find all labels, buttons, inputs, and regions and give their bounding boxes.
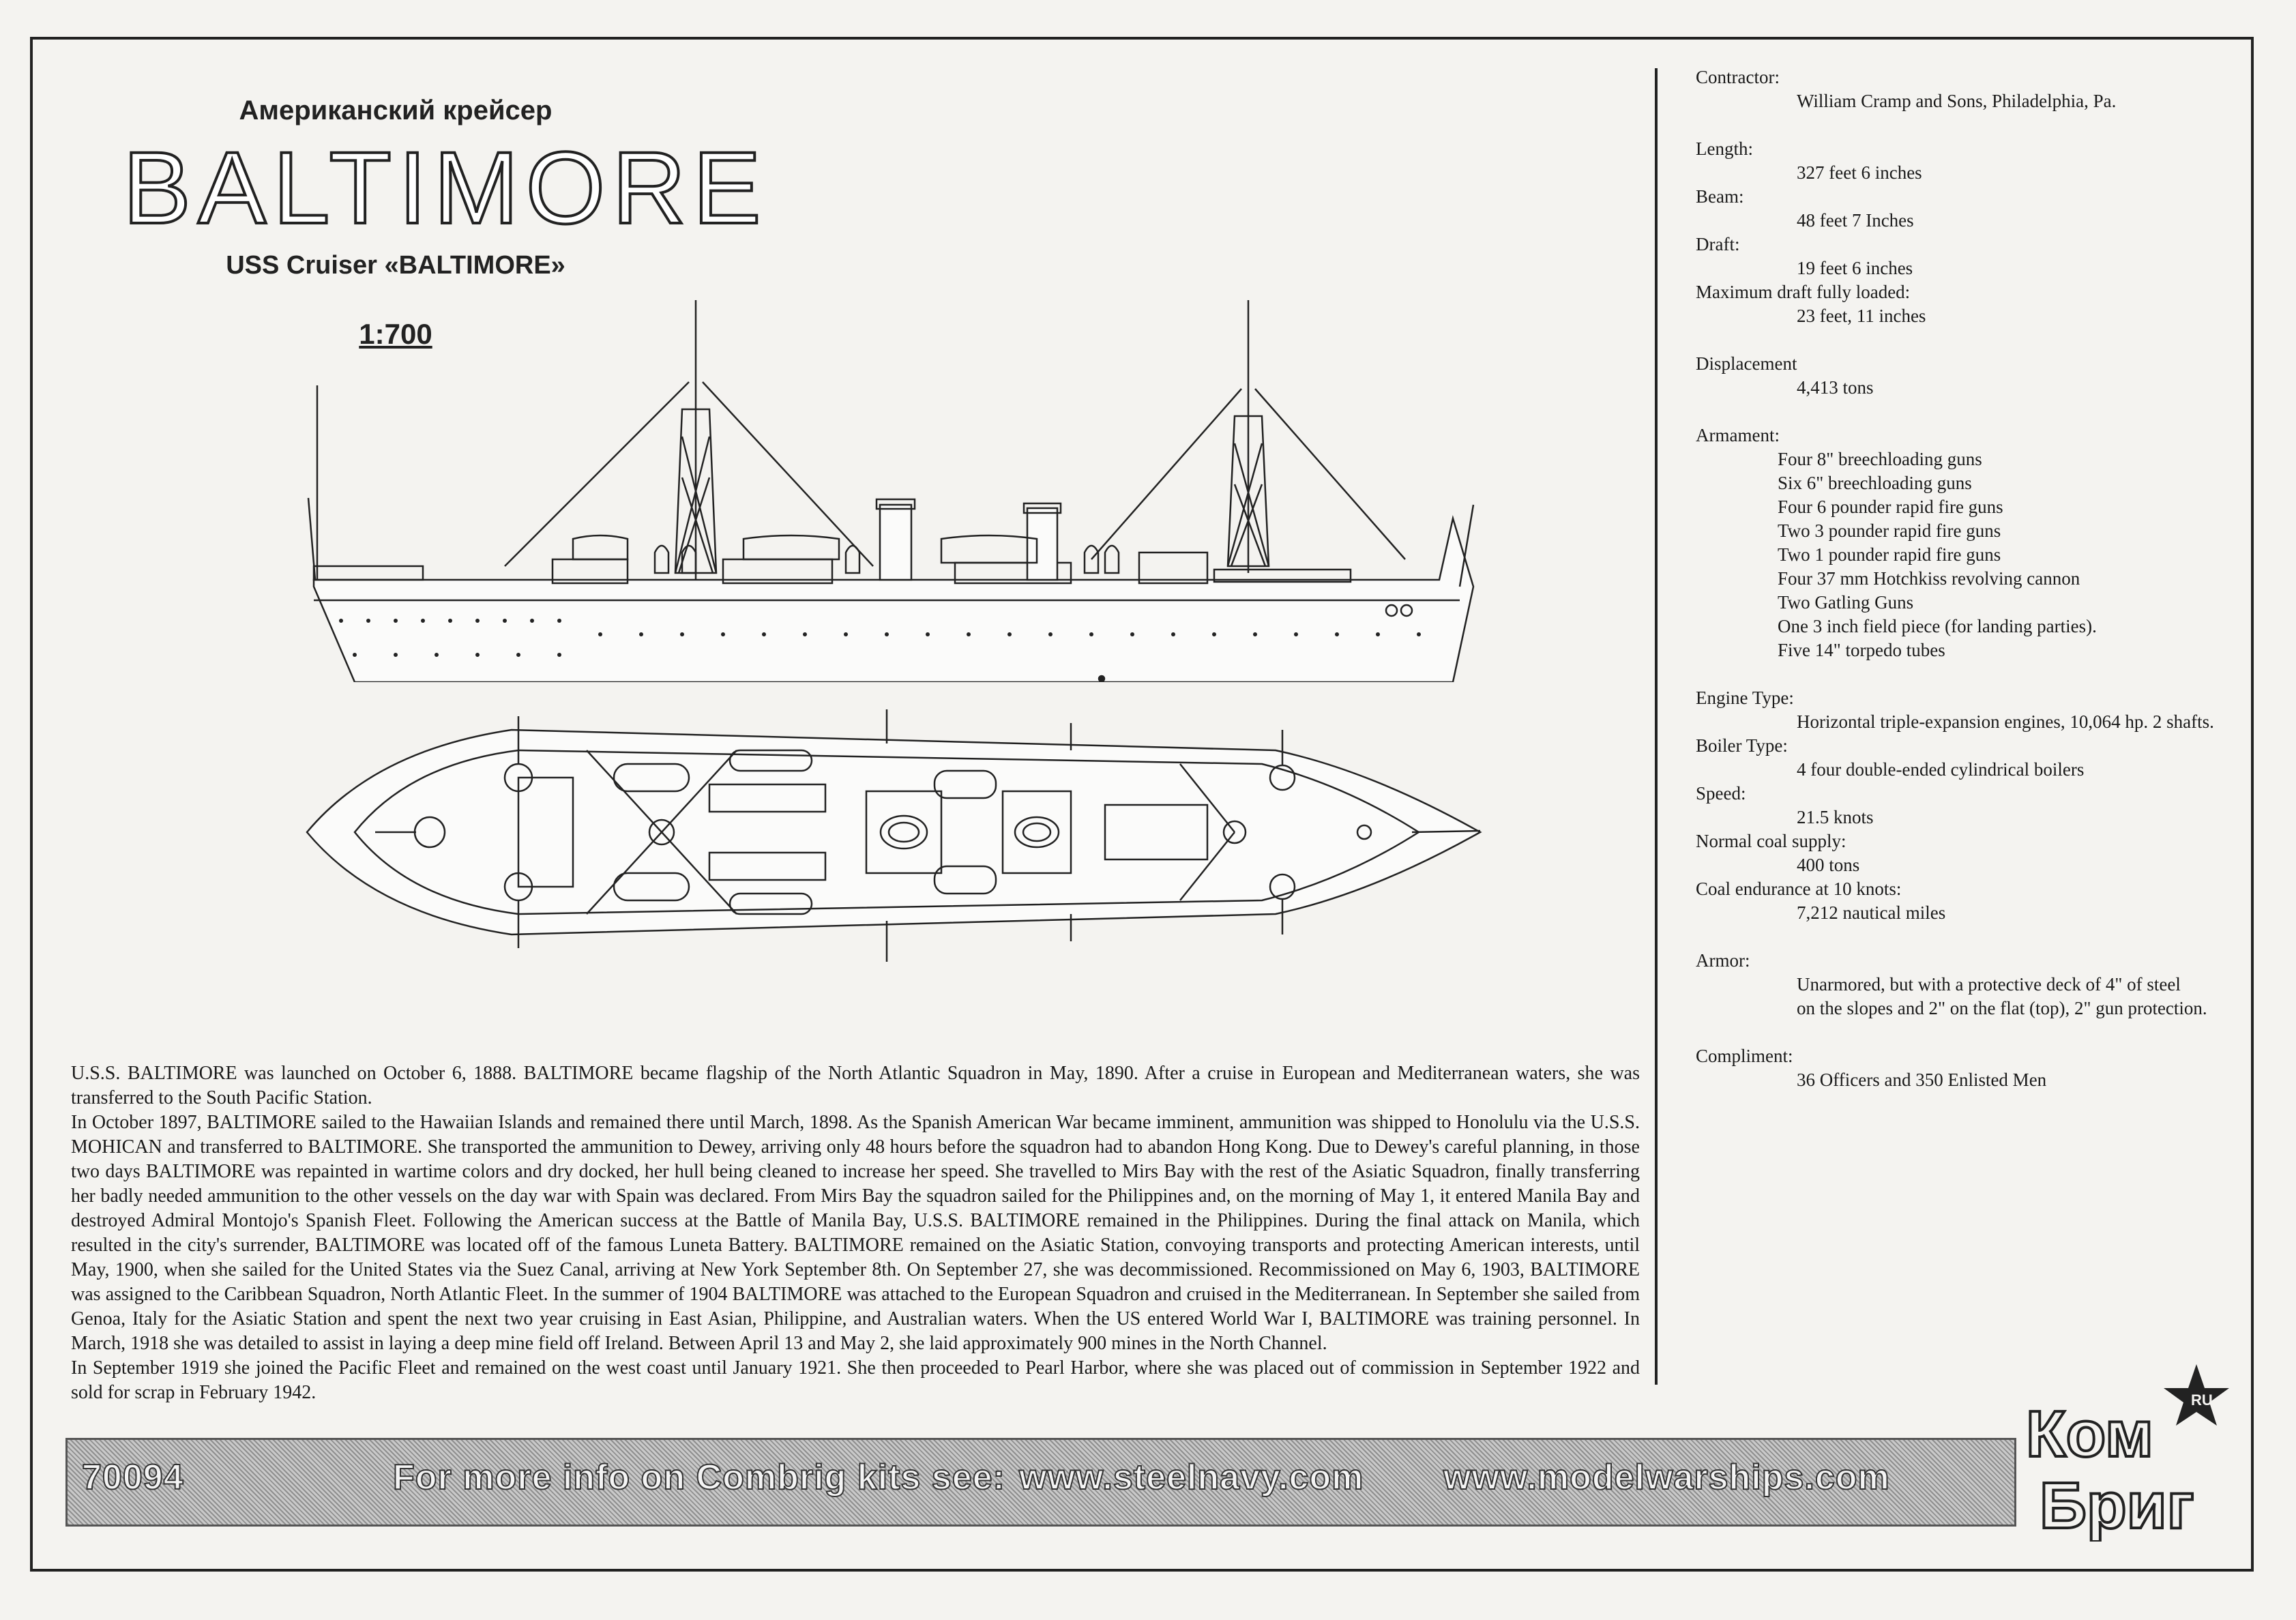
armament-item: Two 3 pounder rapid fire guns (1778, 520, 2001, 541)
contractor-value: William Cramp and Sons, Philadelphia, Pa. (1797, 91, 2117, 111)
armament-item: Six 6" breechloading guns (1778, 473, 1972, 493)
contractor-label: Contractor: (1696, 67, 1780, 87)
speed-value: 21.5 knots (1797, 807, 1874, 827)
ship-profile-drawing (300, 300, 1501, 682)
coal-supply-label: Normal coal supply: (1696, 831, 1846, 851)
ship-plan-drawing (293, 709, 1494, 962)
specifications-panel (1696, 65, 2255, 1092)
kit-number: 70094 (82, 1458, 184, 1497)
scale-label: 1:700 (359, 318, 432, 350)
coal-endurance-value: 7,212 nautical miles (1797, 902, 1946, 923)
column-divider (1655, 68, 1658, 1385)
boiler-label: Boiler Type: (1696, 735, 1788, 756)
english-subtitle: USS Cruiser «BALTIMORE» (226, 251, 565, 280)
armament-item: Two 1 pounder rapid fire guns (1778, 544, 2001, 565)
armament-item: One 3 inch field piece (for landing parties). (1778, 616, 2097, 636)
history-paragraph: U.S.S. BALTIMORE was launched on October 6, 1888. BALTIMORE became flagship of the North Atlantic Squadron in May, 1890. After a cruise in European and Mediterranean waters, she was transferred to the South Pacific Station. (71, 1063, 1640, 1108)
engine-value: Horizontal triple-expansion engines, 10,064 hp. 2 shafts. (1797, 711, 2214, 732)
modelwarships-link[interactable]: www.modelwarships.com (1443, 1458, 1890, 1497)
armor-label: Armor: (1696, 950, 1750, 971)
length-value: 327 feet 6 inches (1797, 162, 1922, 183)
coal-supply-value: 400 tons (1797, 855, 1860, 875)
speed-label: Speed: (1696, 783, 1746, 804)
armament-item: Four 37 mm Hotchkiss revolving cannon (1778, 568, 2080, 589)
armament-item: Five 14" torpedo tubes (1778, 640, 1945, 660)
coal-endurance-label: Coal endurance at 10 knots: (1696, 879, 1902, 899)
engine-label: Engine Type: (1696, 688, 1794, 708)
armor-value-line-1: Unarmored, but with a protective deck of 4" of steel (1797, 974, 2181, 995)
armament-item: Four 8" breechloading guns (1778, 449, 1982, 469)
ship-name-title: BALTIMORE (123, 130, 768, 245)
history-paragraph: In October 1897, BALTIMORE sailed to the Hawaiian Islands and remained there until March, 1898. As the Spanish American War became imminent, ammunition was shipped to Honolulu via the U.S.S. MOHICAN and transferred to BALTIMORE. She transported the ammunition to Dewey, arriving only 48 hours before the squadron had to abandon Hong Kong. Due to Dewey's careful planning, in those two days BALTIMORE was repainted in wartime colors and dry docked, her hull being cleaned to increase her speed. She travelled to Mirs Bay with the rest of the Asiatic Squadron, finally transferring her badly needed ammunition to the other vessels on the day war with Spain was declared. From Mirs Bay the squadron sailed for the Philippines and, on the morning of May 1, it entered Manila Bay and destroyed Admiral Montojo's Spanish Fleet. Following the American success at the Battle of Manila Bay, U.S.S. BALTIMORE remained in the Philippines. During the final attack on Manila, which resulted in the city's surrender, BALTIMORE was located off of the famous Luneta Battery. BALTIMORE remained on the Asiatic Station, convoying transports and protecting American interests, until May, 1900, when she sailed for the United States via the Suez Canal, arriving at New York September 8th. On September 27, she was decommissioned. Recommissioned on May 6, 1903, BALTIMORE was assigned to the Caribbean Squadron, North Atlantic Fleet. In the summer of 1904 BALTIMORE was attached to the European Squadron and cruised in the Mediterranean. In September she sailed from Genoa, Italy for the Asiatic Station and spent the next two year cruising in East Asian, Philippine, and Australian waters. When the US entered World War I, BALTIMORE was training personnel. In March, 1918 she was detailed to assist in laying a deep mine field off Ireland. Between April 13 and May 2, she laid approximately 900 mines in the North Channel. (71, 1112, 1640, 1354)
compliment-value: 36 Officers and 350 Enlisted Men (1797, 1070, 2047, 1090)
beam-value: 48 feet 7 Inches (1797, 210, 1914, 231)
max-draft-label: Maximum draft fully loaded: (1696, 282, 1911, 302)
history-text (71, 1061, 1640, 1405)
boiler-value: 4 four double-ended cylindrical boilers (1797, 759, 2085, 780)
draft-label: Draft: (1696, 234, 1740, 254)
beam-label: Beam: (1696, 186, 1744, 207)
displacement-value: 4,413 tons (1797, 377, 1874, 398)
draft-value: 19 feet 6 inches (1797, 258, 1913, 278)
max-draft-value: 23 feet, 11 inches (1797, 306, 1926, 326)
svg-text:Ком: Ком (2026, 1398, 2153, 1471)
svg-text:RU: RU (2191, 1391, 2213, 1409)
russian-title: Американский крейсер (239, 95, 553, 126)
footer-info-text: For more info on Combrig kits see: (393, 1458, 1005, 1497)
svg-text:Бриг: Бриг (2040, 1469, 2194, 1542)
length-label: Length: (1696, 138, 1753, 159)
armor-value-line-2: on the slopes and 2" on the flat (top), 2" gun protection. (1797, 998, 2207, 1018)
combrig-logo (2012, 1357, 2231, 1542)
steelnavy-link[interactable]: www.steelnavy.com (1019, 1458, 1364, 1497)
compliment-label: Compliment: (1696, 1046, 1793, 1066)
armament-item: Four 6 pounder rapid fire guns (1778, 497, 2003, 517)
history-paragraph: In September 1919 she joined the Pacific Fleet and remained on the west coast until January 1921. She then proceeded to Pearl Harbor, where she was placed out of commission in September 1922 and sold for scrap in February 1942. (71, 1357, 1640, 1403)
armament-label: Armament: (1696, 425, 1780, 445)
displacement-label: Displacement (1696, 353, 1797, 374)
armament-item: Two Gatling Guns (1778, 592, 1914, 613)
